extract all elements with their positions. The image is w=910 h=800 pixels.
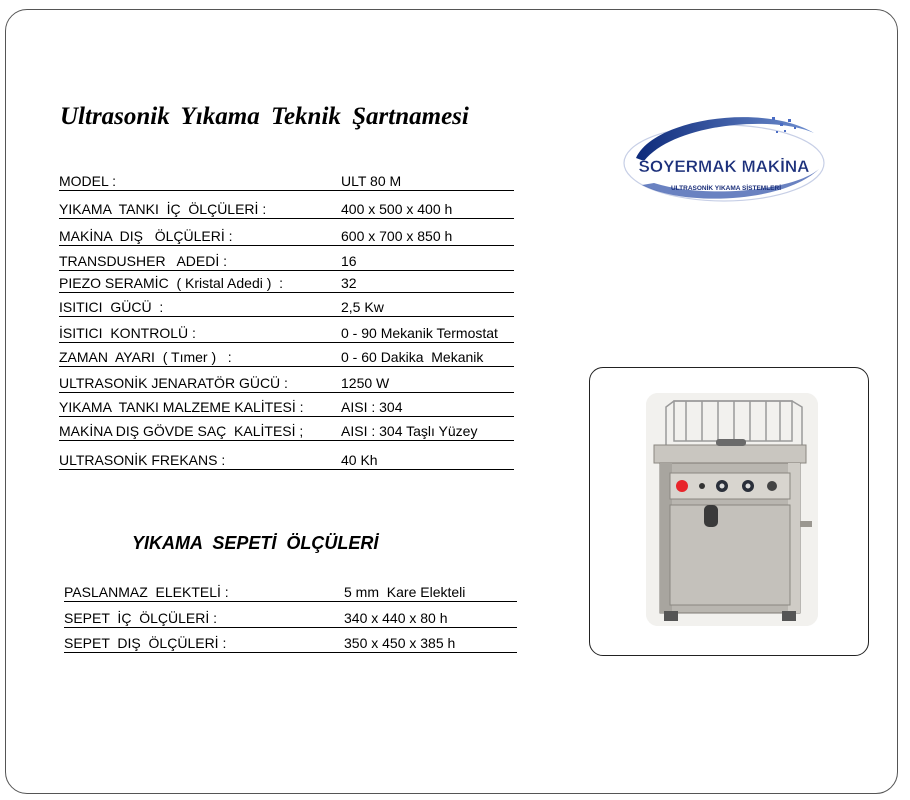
logo-brand: SOYERMAK MAKİNA xyxy=(638,157,810,176)
spec-value: 32 xyxy=(341,275,357,291)
spec-label: ZAMAN AYARI ( Tımer ) : xyxy=(59,349,232,365)
spec-value: 340 x 440 x 80 h xyxy=(344,610,448,626)
spec-value: 16 xyxy=(341,253,357,269)
spec-value: 0 - 90 Mekanik Termostat xyxy=(341,325,498,341)
spec-value: ULT 80 M xyxy=(341,173,402,189)
row-underline xyxy=(59,342,514,343)
spec-value: 40 Kh xyxy=(341,452,378,468)
spec-value: 600 x 700 x 850 h xyxy=(341,228,453,244)
spec-label: MAKİNA DIŞ ÖLÇÜLERİ : xyxy=(59,228,233,244)
row-underline xyxy=(64,601,517,602)
spec-value: 400 x 500 x 400 h xyxy=(341,201,453,217)
spec-label: TRANSDUSHER ADEDİ : xyxy=(59,253,228,269)
row-underline xyxy=(64,627,517,628)
spec-value: AISI : 304 xyxy=(341,399,403,415)
spec-value: 350 x 450 x 385 h xyxy=(344,635,456,651)
spec-label: PASLANMAZ ELEKTELİ : xyxy=(64,584,229,600)
spec-label: ULTRASONİK FREKANS : xyxy=(59,452,226,468)
spec-value: 5 mm Kare Elekteli xyxy=(344,584,466,600)
spec-row xyxy=(59,273,514,293)
spec-row xyxy=(59,226,514,246)
spec-label: MAKİNA DIŞ GÖVDE SAÇ KALİTESİ ; xyxy=(59,423,304,439)
spec-row xyxy=(64,582,517,602)
spec-row xyxy=(59,373,514,393)
page-title: Ultrasonik Yıkama Teknik Şartnamesi xyxy=(60,103,469,130)
spec-value: 2,5 Kw xyxy=(341,299,384,315)
row-underline xyxy=(59,245,514,246)
spec-label: SEPET DIŞ ÖLÇÜLERİ : xyxy=(64,635,227,651)
product-photo-card xyxy=(589,367,869,656)
logo-tagline: ULTRASONİK YIKAMA SİSTEMLERİ xyxy=(670,185,782,192)
spec-value: 1250 W xyxy=(341,375,390,391)
spec-value: AISI : 304 Taşlı Yüzey xyxy=(341,423,478,439)
spec-label: MODEL : xyxy=(59,173,117,189)
spec-row xyxy=(59,251,514,271)
row-underline xyxy=(59,270,514,271)
spec-label: SEPET İÇ ÖLÇÜLERİ : xyxy=(64,610,218,626)
row-underline xyxy=(59,416,514,417)
spec-label: YIKAMA TANKI İÇ ÖLÇÜLERİ : xyxy=(59,201,267,217)
spec-label: ISITICI GÜCÜ : xyxy=(59,299,164,315)
ultrasonic-washer-icon xyxy=(646,393,818,626)
spec-label: PIEZO SERAMİC ( Kristal Adedi ) : xyxy=(59,275,284,291)
spec-row xyxy=(59,323,514,343)
spec-row xyxy=(59,199,514,219)
spec-label: İSITICI KONTROLÜ : xyxy=(59,325,196,341)
row-underline xyxy=(59,218,514,219)
row-underline xyxy=(59,316,514,317)
row-underline xyxy=(59,366,514,367)
spec-row xyxy=(64,608,517,628)
basket-section-title: YIKAMA SEPETİ ÖLÇÜLERİ xyxy=(132,533,379,553)
spec-row xyxy=(59,450,514,470)
spec-value: 0 - 60 Dakika Mekanik xyxy=(341,349,484,365)
row-underline xyxy=(59,190,514,191)
row-underline xyxy=(64,652,517,653)
spec-row xyxy=(64,633,517,653)
spec-row xyxy=(59,171,514,191)
spec-row xyxy=(59,397,514,417)
row-underline xyxy=(59,292,514,293)
row-underline xyxy=(59,440,514,441)
company-logo xyxy=(614,103,834,208)
spec-row xyxy=(59,297,514,317)
spec-label: YIKAMA TANKI MALZEME KALİTESİ : xyxy=(59,399,304,415)
spec-row xyxy=(59,347,514,367)
spec-label: ULTRASONİK JENARATÖR GÜCÜ : xyxy=(59,375,288,391)
row-underline xyxy=(59,392,514,393)
row-underline xyxy=(59,469,514,470)
spec-row xyxy=(59,421,514,441)
